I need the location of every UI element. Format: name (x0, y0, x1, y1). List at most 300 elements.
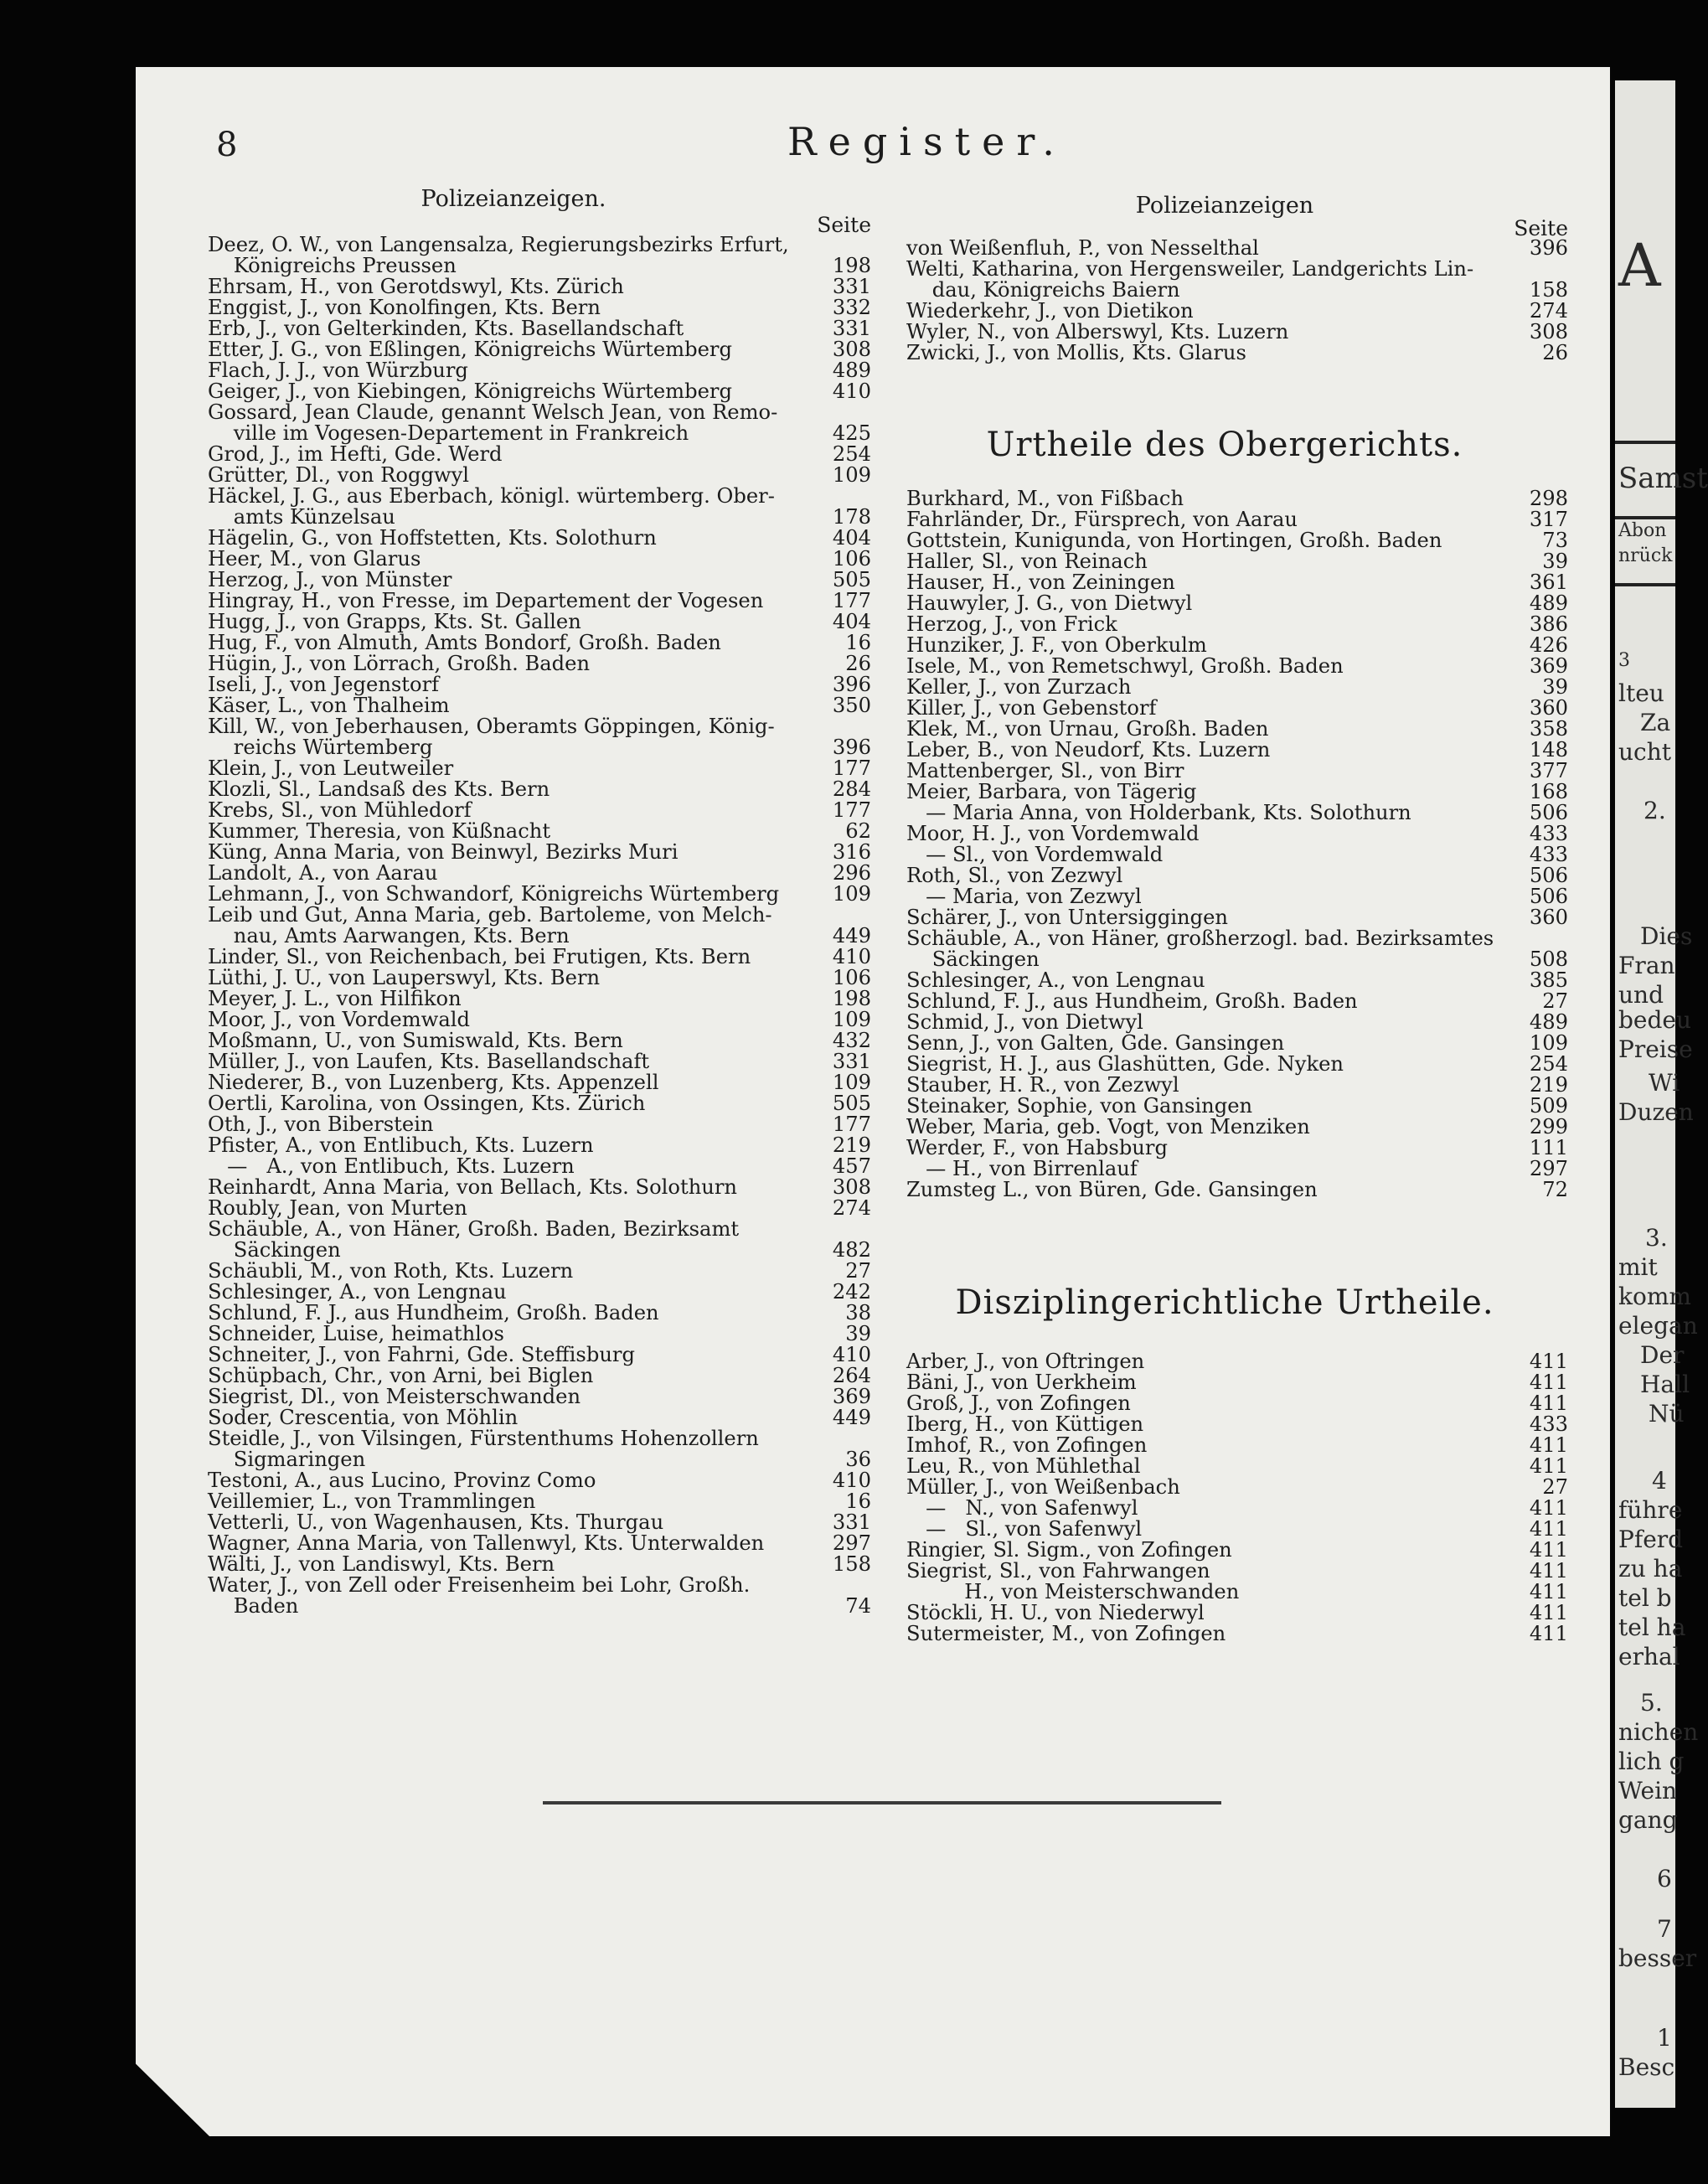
entry-page: 411 (1529, 1350, 1568, 1373)
entry-name: Soder, Crescentia, von Möhlin (208, 1406, 519, 1429)
next-page-fragment: nrück (1618, 545, 1673, 566)
entry-page: 410 (832, 945, 871, 968)
index-entry (906, 1435, 1568, 1456)
entry-name: Ringier, Sl. Sigm., von Zofingen (906, 1538, 1232, 1562)
section-heading: Urtheile des Obergerichts. (986, 426, 1463, 464)
index-entry (208, 1324, 871, 1345)
entry-name: Siegrist, Sl., von Fahrwangen (906, 1559, 1210, 1582)
entry-page: 284 (832, 777, 871, 801)
entry-page: 62 (845, 819, 871, 843)
index-entry (208, 486, 871, 528)
entry-name: Niederer, B., von Luzenberg, Kts. Appenzell (208, 1071, 659, 1094)
entry-page: 433 (1529, 822, 1568, 845)
entry-page: 411 (1529, 1622, 1568, 1645)
index-entry (208, 402, 871, 444)
next-page-fragment: 4 (1652, 1467, 1667, 1495)
index-entry (208, 1051, 871, 1072)
index-entry (208, 1512, 871, 1533)
entry-page: 457 (832, 1154, 871, 1178)
next-page-fragment: erhal (1618, 1643, 1680, 1670)
entry-page: 16 (845, 1490, 871, 1513)
entry-page: 377 (1529, 759, 1568, 782)
entry-name: Häckel, J. G., aus Eberbach, königl. würtemberg. Ober- amts Künzelsau (208, 484, 775, 529)
entry-name: Reinhardt, Anna Maria, von Bellach, Kts. Solothurn (208, 1175, 737, 1199)
entry-name: Heer, M., von Glarus (208, 547, 421, 571)
index-list (208, 235, 871, 1617)
index-entry (208, 1366, 871, 1386)
entry-name: Schüpbach, Chr., von Arni, bei Biglen (208, 1364, 594, 1387)
entry-page: 385 (1529, 968, 1568, 992)
entry-name: Killer, J., von Gebenstorf (906, 696, 1157, 720)
next-page-fragment: 1 (1657, 2024, 1672, 2052)
entry-name: Flach, J. J., von Würzburg (208, 359, 468, 382)
entry-name: Klek, M., von Urnau, Großh. Baden (906, 717, 1269, 741)
entry-page: 177 (832, 798, 871, 822)
entry-name: Schärer, J., von Untersiggingen (906, 906, 1229, 929)
section-heading: Disziplingerichtliche Urtheile. (955, 1283, 1494, 1322)
index-list (906, 1351, 1568, 1644)
entry-page: 369 (832, 1385, 871, 1408)
entry-page: 411 (1529, 1496, 1568, 1520)
entry-page: 298 (1529, 487, 1568, 510)
entry-page: 158 (832, 1552, 871, 1576)
entry-page: 308 (832, 1175, 871, 1199)
entry-name: Lehmann, J., von Schwandorf, Königreichs Würtemberg (208, 882, 780, 906)
entry-page: 72 (1542, 1178, 1568, 1201)
entry-name: Kummer, Theresia, von Küßnacht (208, 819, 551, 843)
index-entry (906, 1561, 1568, 1582)
entry-page: 411 (1529, 1580, 1568, 1603)
entry-name: Burkhard, M., von Fißbach (906, 487, 1184, 510)
next-page-fragment: A (1618, 231, 1661, 300)
entry-page: 178 (832, 505, 871, 529)
next-page-fragment: Besc (1618, 2053, 1675, 2081)
index-entry (906, 509, 1568, 530)
page-column-header: Seite (1514, 216, 1568, 240)
entry-page: 109 (832, 1008, 871, 1031)
index-entry (208, 1470, 871, 1491)
index-entry (208, 1491, 871, 1512)
index-entry (208, 1072, 871, 1093)
entry-name: — Sl., von Vordemwald (906, 843, 1164, 866)
entry-page: 198 (832, 254, 871, 277)
entry-name: Müller, J., von Laufen, Kts. Basellandschaft (208, 1050, 650, 1073)
entry-page: 297 (1529, 1157, 1568, 1180)
entry-name: Veillemier, L., von Trammlingen (208, 1490, 536, 1513)
index-entry (208, 1575, 871, 1617)
entry-page: 361 (1529, 571, 1568, 594)
entry-page: 297 (832, 1531, 871, 1555)
page-title: Register. (787, 119, 1066, 164)
next-page-fragment: 3 (1618, 650, 1630, 671)
entry-name: Schneider, Luise, heimathlos (208, 1322, 504, 1345)
index-entry (208, 570, 871, 591)
index-entry (906, 1477, 1568, 1498)
index-entry (906, 1351, 1568, 1372)
entry-name: — H., von Birrenlauf (906, 1157, 1138, 1180)
index-entry (208, 1303, 871, 1324)
entry-page: 27 (1542, 1475, 1568, 1499)
entry-name: Meier, Barbara, von Tägerig (906, 780, 1197, 803)
closing-rule (543, 1801, 1221, 1805)
index-entry (906, 593, 1568, 614)
entry-name: Hügin, J., von Lörrach, Großh. Baden (208, 652, 591, 675)
index-entry (208, 381, 871, 402)
entry-page: 198 (832, 987, 871, 1010)
entry-name: Enggist, J., von Konolfingen, Kts. Bern (208, 296, 601, 319)
entry-page: 177 (832, 1113, 871, 1136)
entry-page: 254 (832, 442, 871, 466)
entry-page: 274 (832, 1196, 871, 1220)
index-entry (208, 612, 871, 632)
entry-name: Käser, L., von Thalheim (208, 694, 450, 717)
entry-page: 109 (1529, 1031, 1568, 1055)
entry-page: 316 (832, 840, 871, 864)
index-list (906, 238, 1568, 364)
index-entry (208, 1093, 871, 1114)
index-entry (906, 301, 1568, 322)
entry-name: Isele, M., von Remetschwyl, Großh. Baden (906, 654, 1344, 678)
entry-page: 489 (1529, 1010, 1568, 1034)
entry-page: 111 (1529, 1136, 1568, 1159)
entry-page: 508 (1529, 947, 1568, 971)
index-entry (906, 907, 1568, 928)
entry-name: Mattenberger, Sl., von Birr (906, 759, 1184, 782)
index-entry (208, 1177, 871, 1198)
index-entry (906, 322, 1568, 343)
entry-name: Hauser, H., von Zeiningen (906, 571, 1175, 594)
index-entry (906, 782, 1568, 803)
next-page-fragment: Fran (1618, 952, 1675, 979)
entry-page: 410 (832, 1469, 871, 1492)
index-entry (906, 530, 1568, 551)
entry-page: 27 (845, 1259, 871, 1283)
index-entry (906, 1159, 1568, 1180)
index-entry (208, 549, 871, 570)
index-entry (906, 259, 1568, 301)
entry-page: 106 (832, 547, 871, 571)
index-entry (906, 1414, 1568, 1435)
page-number: 8 (216, 126, 238, 164)
section-heading: Polizeianzeigen (1135, 193, 1314, 219)
entry-page: 106 (832, 966, 871, 989)
entry-page: 433 (1529, 1412, 1568, 1436)
entry-page: 331 (832, 1510, 871, 1534)
entry-name: Grütter, Dl., von Roggwyl (208, 463, 470, 487)
entry-name: Hägelin, G., von Hoffstetten, Kts. Solothurn (208, 526, 657, 550)
entry-page: 332 (832, 296, 871, 319)
index-entry (906, 1075, 1568, 1096)
index-entry (208, 444, 871, 465)
entry-name: Sutermeister, M., von Zofingen (906, 1622, 1226, 1645)
index-entry (906, 824, 1568, 844)
entry-page: 308 (832, 338, 871, 361)
next-page-fragment: Hall (1640, 1371, 1690, 1398)
index-entry (208, 360, 871, 381)
page-column-header: Seite (817, 213, 871, 237)
entry-page: 39 (845, 1322, 871, 1345)
entry-page: 331 (832, 317, 871, 340)
entry-page: 482 (832, 1238, 871, 1262)
index-entry (906, 1624, 1568, 1644)
entry-name: Fahrländer, Dr., Fürsprech, von Aarau (906, 508, 1298, 531)
index-entry (906, 1012, 1568, 1033)
index-entry (208, 591, 871, 612)
index-entry (906, 803, 1568, 824)
next-page-fragment: 3. (1645, 1224, 1668, 1252)
entry-name: Wiederkehr, J., von Dietikon (906, 299, 1194, 323)
index-entry (208, 1428, 871, 1470)
index-entry (208, 1345, 871, 1366)
entry-name: Oth, J., von Biberstein (208, 1113, 434, 1136)
entry-page: 350 (832, 694, 871, 717)
index-entry (208, 235, 871, 276)
entry-name: H., von Meisterschwanden (906, 1580, 1240, 1603)
index-entry (906, 991, 1568, 1012)
entry-name: Gottstein, Kunigunda, von Hortingen, Großh. Baden (906, 529, 1442, 552)
entry-page: 299 (1529, 1115, 1568, 1138)
entry-name: Geiger, J., von Kiebingen, Königreichs Würtemberg (208, 379, 732, 403)
index-entry (208, 1156, 871, 1177)
entry-name: Herzog, J., von Frick (906, 612, 1117, 636)
index-entry (208, 947, 871, 968)
next-page-fragment: zu ha (1618, 1555, 1683, 1582)
entry-name: Hauwyler, J. G., von Dietwyl (906, 591, 1193, 615)
entry-name: Lüthi, J. U., von Lauperswyl, Kts. Bern (208, 966, 601, 989)
index-entry (906, 719, 1568, 740)
index-entry (906, 1033, 1568, 1054)
entry-name: Iberg, H., von Küttigen (906, 1412, 1144, 1436)
index-entry (208, 528, 871, 549)
index-entry (208, 884, 871, 905)
next-page-fragment: und (1618, 981, 1664, 1009)
index-entry (906, 1582, 1568, 1603)
entry-page: 404 (832, 610, 871, 633)
index-entry (208, 989, 871, 1009)
index-entry (906, 698, 1568, 719)
entry-name: Weber, Maria, geb. Vogt, von Menziken (906, 1115, 1310, 1138)
index-entry (906, 1498, 1568, 1519)
entry-page: 27 (1542, 989, 1568, 1013)
entry-page: 432 (832, 1029, 871, 1052)
index-entry (208, 318, 871, 339)
index-entry (906, 1138, 1568, 1159)
next-page-fragment: ucht (1618, 738, 1671, 766)
entry-name: Schäuble, A., von Häner, großherzogl. bad. Bezirksamtes Säckingen (906, 927, 1494, 971)
entry-name: Etter, J. G., von Eßlingen, Königreichs Würtemberg (208, 338, 732, 361)
entry-page: 386 (1529, 612, 1568, 636)
index-entry (906, 635, 1568, 656)
next-page-fragment: mit (1618, 1253, 1658, 1281)
index-entry (906, 614, 1568, 635)
entry-name: Oertli, Karolina, von Ossingen, Kts. Zürich (208, 1092, 646, 1115)
entry-page: 358 (1529, 717, 1568, 741)
index-entry (208, 821, 871, 842)
entry-page: 39 (1542, 550, 1568, 573)
entry-name: — Maria Anna, von Holderbank, Kts. Solothurn (906, 801, 1411, 824)
index-entry (906, 865, 1568, 886)
entry-name: Hugg, J., von Grapps, Kts. St. Gallen (208, 610, 581, 633)
entry-name: Imhof, R., von Zofingen (906, 1433, 1148, 1457)
index-entry (906, 572, 1568, 593)
index-entry (208, 842, 871, 863)
next-page-fragment: Abon (1618, 520, 1667, 541)
entry-page: 39 (1542, 675, 1568, 699)
index-entry (208, 1554, 871, 1575)
index-entry (208, 297, 871, 318)
entry-page: 73 (1542, 529, 1568, 552)
index-entry (208, 1009, 871, 1030)
entry-name: Schmid, J., von Dietwyl (906, 1010, 1143, 1034)
entry-name: Schlund, F. J., aus Hundheim, Großh. Baden (208, 1301, 659, 1324)
entry-name: Erb, J., von Gelterkinden, Kts. Basellandschaft (208, 317, 684, 340)
entry-page: 369 (1529, 654, 1568, 678)
next-page-fragment: lteu (1618, 679, 1664, 707)
entry-name: — Maria, von Zezwyl (906, 885, 1142, 908)
index-entry (208, 276, 871, 297)
entry-page: 411 (1529, 1538, 1568, 1562)
entry-page: 426 (1529, 633, 1568, 657)
index-entry (906, 970, 1568, 991)
next-page-fragment: führe (1618, 1496, 1683, 1524)
index-entry (208, 905, 871, 947)
index-entry (208, 1386, 871, 1407)
entry-page: 16 (845, 631, 871, 654)
index-entry (906, 844, 1568, 865)
entry-name: von Weißenfluh, P., von Nesselthal (906, 236, 1259, 260)
index-entry (208, 1407, 871, 1428)
entry-name: Groß, J., von Zofingen (906, 1391, 1131, 1415)
entry-name: Moßmann, U., von Sumiswald, Kts. Bern (208, 1029, 623, 1052)
entry-page: 411 (1529, 1391, 1568, 1415)
index-entry (906, 1180, 1568, 1200)
index-entry (906, 343, 1568, 364)
entry-name: Kill, W., von Jeberhausen, Oberamts Göppingen, König- reichs Würtemberg (208, 715, 775, 759)
index-entry (208, 1533, 871, 1554)
index-entry (208, 465, 871, 486)
next-page-fragment: Duzen (1618, 1098, 1694, 1126)
entry-name: — A., von Entlibuch, Kts. Luzern (208, 1154, 575, 1178)
index-entry (208, 758, 871, 779)
entry-page: 489 (1529, 591, 1568, 615)
next-page-fragment: 6 (1657, 1865, 1672, 1892)
next-page-fragment: tel ha (1618, 1613, 1686, 1641)
index-entry (208, 863, 871, 884)
entry-name: Werder, F., von Habsburg (906, 1136, 1168, 1159)
index-entry (208, 339, 871, 360)
next-page-fragment: nichen (1618, 1718, 1699, 1746)
entry-page: 331 (832, 1050, 871, 1073)
entry-page: 411 (1529, 1433, 1568, 1457)
entry-page: 26 (1542, 341, 1568, 364)
index-entry (208, 1114, 871, 1135)
next-page-fragment: Wein (1618, 1777, 1678, 1805)
entry-page: 411 (1529, 1517, 1568, 1541)
entry-page: 404 (832, 526, 871, 550)
entry-page: 254 (1529, 1052, 1568, 1076)
entry-name: Krebs, Sl., von Mühledorf (208, 798, 472, 822)
next-page-fragment: Pferd (1618, 1526, 1684, 1553)
entry-page: 396 (832, 736, 871, 759)
entry-page: 177 (832, 756, 871, 780)
index-entry (906, 928, 1568, 970)
next-page-fragment: Samst (1618, 462, 1708, 495)
entry-name: Roubly, Jean, von Murten (208, 1196, 467, 1220)
entry-name: Herzog, J., von Münster (208, 568, 452, 591)
index-entry (208, 674, 871, 695)
entry-name: Landolt, A., von Aarau (208, 861, 438, 885)
entry-name: Welti, Katharina, von Hergensweiler, Landgerichts Lin- dau, Königreichs Baiern (906, 257, 1474, 302)
entry-name: Schlund, F. J., aus Hundheim, Großh. Baden (906, 989, 1358, 1013)
entry-name: Schlesinger, A., von Lengnau (208, 1280, 507, 1304)
entry-page: 109 (832, 882, 871, 906)
entry-name: Moor, J., von Vordemwald (208, 1008, 470, 1031)
entry-name: Klozli, Sl., Landsaß des Kts. Bern (208, 777, 550, 801)
entry-page: 148 (1529, 738, 1568, 762)
index-entry (208, 779, 871, 800)
entry-name: Stauber, H. R., von Zezwyl (906, 1073, 1179, 1097)
entry-page: 109 (832, 1071, 871, 1094)
entry-page: 433 (1529, 843, 1568, 866)
entry-page: 317 (1529, 508, 1568, 531)
entry-page: 331 (832, 275, 871, 298)
entry-name: Hingray, H., von Fresse, im Departement der Vogesen (208, 589, 764, 612)
entry-page: 505 (832, 1092, 871, 1115)
index-entry (208, 1282, 871, 1303)
entry-page: 26 (845, 652, 871, 675)
entry-page: 411 (1529, 1371, 1568, 1394)
entry-page: 38 (845, 1301, 871, 1324)
entry-name: Schäubli, M., von Roth, Kts. Luzern (208, 1259, 574, 1283)
entry-page: 264 (832, 1364, 871, 1387)
next-page-fragment: Wi (1649, 1069, 1680, 1097)
next-page-fragment: Der (1640, 1341, 1685, 1369)
index-list (906, 488, 1568, 1200)
entry-name: Zwicki, J., von Mollis, Kts. Glarus (906, 341, 1246, 364)
index-entry (906, 1117, 1568, 1138)
entry-page: 360 (1529, 906, 1568, 929)
entry-name: Zumsteg L., von Büren, Gde. Gansingen (906, 1178, 1318, 1201)
entry-name: Stöckli, H. U., von Niederwyl (906, 1601, 1205, 1624)
entry-page: 411 (1529, 1559, 1568, 1582)
index-entry (208, 800, 871, 821)
entry-name: Hug, F., von Almuth, Amts Bondorf, Großh. Baden (208, 631, 721, 654)
entry-name: Iseli, J., von Jegenstorf (208, 673, 440, 696)
entry-page: 219 (1529, 1073, 1568, 1097)
index-entry (906, 238, 1568, 259)
index-entry (208, 716, 871, 758)
entry-name: Steidle, J., von Vilsingen, Fürstenthums Hohenzollern Sigmaringen (208, 1427, 759, 1471)
entry-page: 296 (832, 861, 871, 885)
index-entry (906, 551, 1568, 572)
entry-page: 506 (1529, 885, 1568, 908)
entry-name: Steinaker, Sophie, von Gansingen (906, 1094, 1253, 1118)
next-page-fragment: tel b (1618, 1584, 1672, 1612)
entry-page: 410 (832, 1343, 871, 1366)
entry-name: Linder, Sl., von Reichenbach, bei Frutigen, Kts. Bern (208, 945, 751, 968)
entry-page: 360 (1529, 696, 1568, 720)
index-entry (906, 886, 1568, 907)
entry-name: — N., von Safenwyl (906, 1496, 1138, 1520)
entry-name: Deez, O. W., von Langensalza, Regierungsbezirks Erfurt, Königreichs Preussen (208, 233, 789, 277)
entry-page: 509 (1529, 1094, 1568, 1118)
next-page-fragment: Preise (1618, 1035, 1693, 1063)
entry-name: Müller, J., von Weißenbach (906, 1475, 1180, 1499)
index-entry (208, 1219, 871, 1261)
entry-page: 506 (1529, 801, 1568, 824)
entry-page: 74 (845, 1594, 871, 1618)
index-entry (208, 632, 871, 653)
